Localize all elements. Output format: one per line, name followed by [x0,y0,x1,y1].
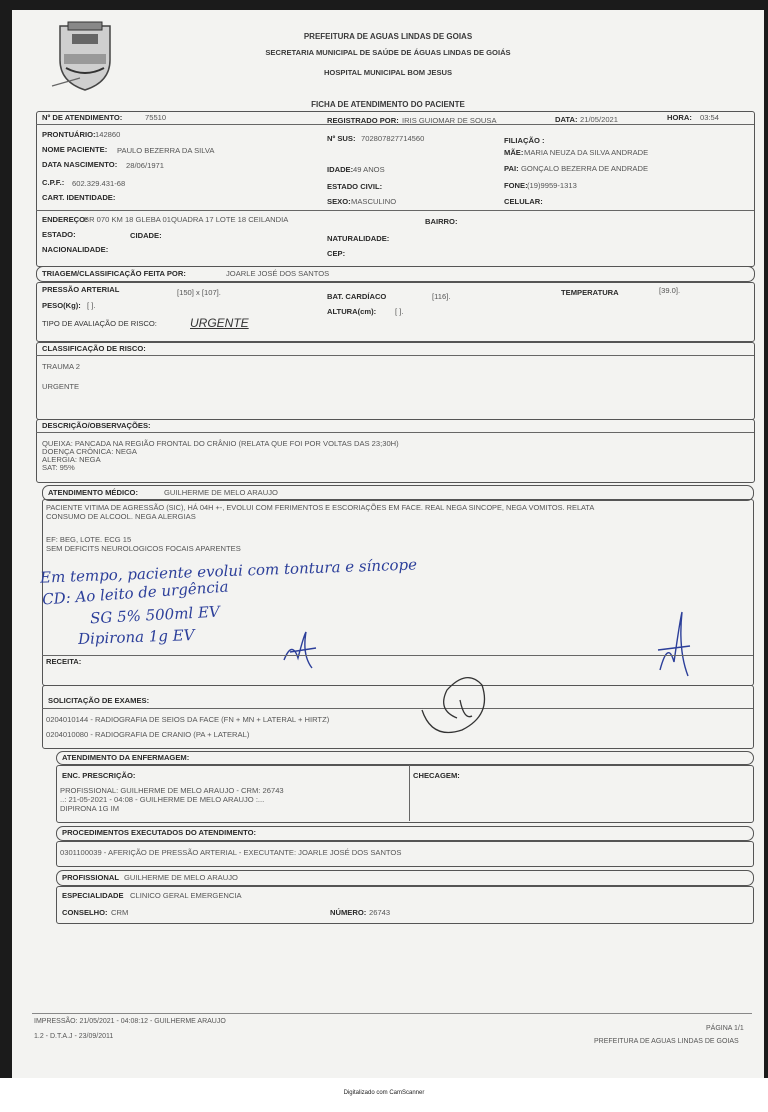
descricao-line-3: ALERGIA: NEGA [42,455,101,464]
registrado-label: REGISTRADO POR: [327,116,399,125]
idade-label: IDADE: [327,165,354,174]
impressao-footer: IMPRESSÃO: 21/05/2021 - 04:08:12 - GUILHERME ARAUJO [34,1018,226,1025]
medico-line-2: CONSUMO DE ALCOOL. NEGA ALERGIAS [46,512,196,521]
tipo-risco-value: URGENTE [190,316,249,330]
especialidade-label: ESPECIALIDADE [62,891,124,900]
medico-line-1: PACIENTE VITIMA DE AGRESSÃO (SIC), HÁ 04H +-, EVOLUI COM FERIMENTOS E ESCORIAÇÕES EM FACE. REAL NEGA SINCOPE, NEGA VOMITOS. RELATA [46,503,595,512]
nacionalidade-label: NACIONALIDADE: [42,245,109,254]
sus-label: Nº SUS: [327,134,356,143]
sexo-label: SEXO: [327,197,351,206]
enfermagem-line-2: ..: 21-05-2021 - 04:08 - GUILHERME DE MELO ARAUJO :... [60,795,265,804]
endereco-value: BR 070 KM 18 GLEBA 01QUADRA 17 LOTE 18 CEILANDIA [84,215,289,224]
conselho-label: CONSELHO: [62,908,108,917]
classificacao-item-2: URGENTE [42,382,80,391]
sexo-value: MASCULINO [351,197,397,206]
receita-label: RECEITA: [46,657,82,666]
hora-value: 03:54 [700,113,720,122]
handwritten-note-2: CD: Ao leito de urgência [41,577,230,609]
fone-label: FONE: [504,181,528,190]
header-line-2: SECRETARIA MUNICIPAL DE SAÚDE DE ÁGUAS LINDAS DE GOIÁS [265,48,511,57]
descricao-label: DESCRIÇÃO/OBSERVAÇÕES: [42,421,151,430]
identidade-label: CART. IDENTIDADE: [42,193,116,202]
cpf-value: 602.329.431-68 [72,179,126,188]
enfermagem-label: ATENDIMENTO DA ENFERMAGEM: [62,753,190,762]
exame-item-1: 0204010144 - RADIOGRAFIA DE SEIOS DA FACE (FN + MN + LATERAL + HIRTZ) [46,715,330,724]
page-number: PÁGINA 1/1 [706,1025,744,1032]
nascimento-value: 28/06/1971 [126,161,165,170]
version-footer: 1.2 - D.T.A.J - 23/09/2011 [34,1033,114,1040]
enfermagem-line-1: PROFISSIONAL: GUILHERME DE MELO ARAUJO - CRM: 26743 [60,786,284,795]
numero-value: 26743 [369,908,391,917]
cidade-label: CIDADE: [130,231,162,240]
nome-label: NOME PACIENTE: [42,145,108,154]
classificacao-label: CLASSIFICAÇÃO DE RISCO: [42,344,146,353]
descricao-line-2: DOENÇA CRÔNICA: NEGA [42,447,137,456]
descricao-line-1: QUEIXA: PANCADA NA REGIÃO FRONTAL DO CRÂNIO (RELATA QUE FOI POR VOLTAS DAS 23;30H) [42,439,399,448]
procedimentos-label: PROCEDIMENTOS EXECUTADOS DO ATENDIMENTO: [62,828,257,837]
bat-cardiaco-label: BAT. CARDÍACO [327,292,387,301]
hora-label: HORA: [667,113,692,122]
enfermagem-line-3: DIPIRONA 1G IM [60,804,120,813]
naturalidade-label: NATURALIDADE: [327,234,390,243]
tipo-risco-label: TIPO DE AVALIAÇÃO DE RISCO: [42,319,157,328]
bat-cardiaco-value: [116]. [432,292,451,301]
doctor-signature-2 [654,610,694,680]
mae-label: MÃE: [504,148,524,157]
exame-item-2: 0204010080 - RADIOGRAFIA DE CRANIO (PA + LATERAL) [46,730,250,739]
bairro-label: BAIRRO: [425,217,458,226]
peso-value: [ ]. [87,301,96,310]
numero-label: NÚMERO: [330,908,367,917]
celular-label: CELULAR: [504,197,543,206]
checagem-label: CHECAGEM: [413,771,460,780]
handwritten-note-3: SG 5% 500ml EV [89,602,221,628]
idade-value: 49 ANOS [353,165,385,174]
nome-value: PAULO BEZERRA DA SILVA [117,146,215,155]
estado-label: ESTADO: [42,230,76,239]
prontuario-value: 142860 [95,130,121,139]
pressao-value: [150] x [107]. [177,288,221,297]
atendimento-medico-name: GUILHERME DE MELO ARAUJO [164,488,278,497]
especialidade-value: CLINICO GERAL EMERGENCIA [130,891,242,900]
pai-value: GONÇALO BEZERRA DE ANDRADE [521,164,649,173]
atendimento-label: Nº DE ATENDIMENTO: [42,113,123,122]
pai-label: PAI: [504,164,519,173]
sus-value: 702807827714560 [361,134,425,143]
data-value: 21/05/2021 [580,115,619,124]
triagem-by: JOARLE JOSÉ DOS SANTOS [226,269,330,278]
form-title: FICHA DE ATENDIMENTO DO PACIENTE [311,100,465,109]
atendimento-medico-label: ATENDIMENTO MÉDICO: [48,488,138,497]
enc-prescricao-label: ENC. PRESCRIÇÃO: [62,771,136,780]
profissional-label: PROFISSIONAL [62,873,119,882]
cpf-label: C.P.F.: [42,178,65,187]
data-label: DATA: [555,115,578,124]
camscanner-tag: Digitalizado com CamScanner [343,1090,425,1096]
prontuario-label: PRONTUÁRIO: [42,130,96,139]
exames-label: SOLICITAÇÃO DE EXAMES: [48,696,150,705]
nascimento-label: DATA NASCIMENTO: [42,160,118,169]
peso-label: PESO(Kg): [42,301,81,310]
endereco-label: ENDEREÇO: [42,215,88,224]
doctor-signature-1 [282,630,322,670]
handwritten-note-4: Dipirona 1g EV [77,625,195,649]
atendimento-value: 75510 [145,113,167,122]
triagem-label: TRIAGEM/CLASSIFICAÇÃO FEITA POR: [42,269,186,278]
fone-value: (19)9959-1313 [527,181,577,190]
descricao-line-4: SAT: 95% [42,463,75,472]
estado-civil-label: ESTADO CIVIL: [327,182,383,191]
classificacao-item-1: TRAUMA 2 [42,362,80,371]
prefeitura-footer: PREFEITURA DE AGUAS LINDAS DE GOIAS [594,1038,739,1045]
patient-signature [412,670,502,750]
header-line-3: HOSPITAL MUNICIPAL BOM JESUS [323,68,453,77]
classificacao-section [36,342,755,420]
temperatura-value: [39.0]. [659,286,681,295]
document-page [12,10,764,1078]
handwritten-note-1: Em tempo, paciente evolui com tontura e síncope [39,555,418,587]
medico-line-3: EF: BEG, LOTE. ECG 15 [46,535,132,544]
registrado-value: IRIS GUIOMAR DE SOUSA [402,116,497,125]
header-line-1: PREFEITURA DE AGUAS LINDAS DE GOIAS [303,32,473,41]
mae-value: MARIA NEUZA DA SILVA ANDRADE [524,148,649,157]
cep-label: CEP: [327,249,346,258]
scanner-strip [0,1078,768,1112]
medico-line-4: SEM DEFICITS NEUROLOGICOS FOCAIS APARENTES [46,544,241,553]
altura-value: [ ]. [395,307,404,316]
filiacao-label: FILIAÇÃO : [504,136,545,145]
pressao-label: PRESSÃO ARTERIAL [42,285,120,294]
conselho-value: CRM [111,908,129,917]
temperatura-label: TEMPERATURA [561,288,619,297]
altura-label: ALTURA(cm): [327,307,377,316]
procedimento-item: 0301100039 - AFERIÇÃO DE PRESSÃO ARTERIAL - EXECUTANTE: JOARLE JOSÉ DOS SANTOS [60,848,402,857]
profissional-name: GUILHERME DE MELO ARAUJO [124,873,238,882]
